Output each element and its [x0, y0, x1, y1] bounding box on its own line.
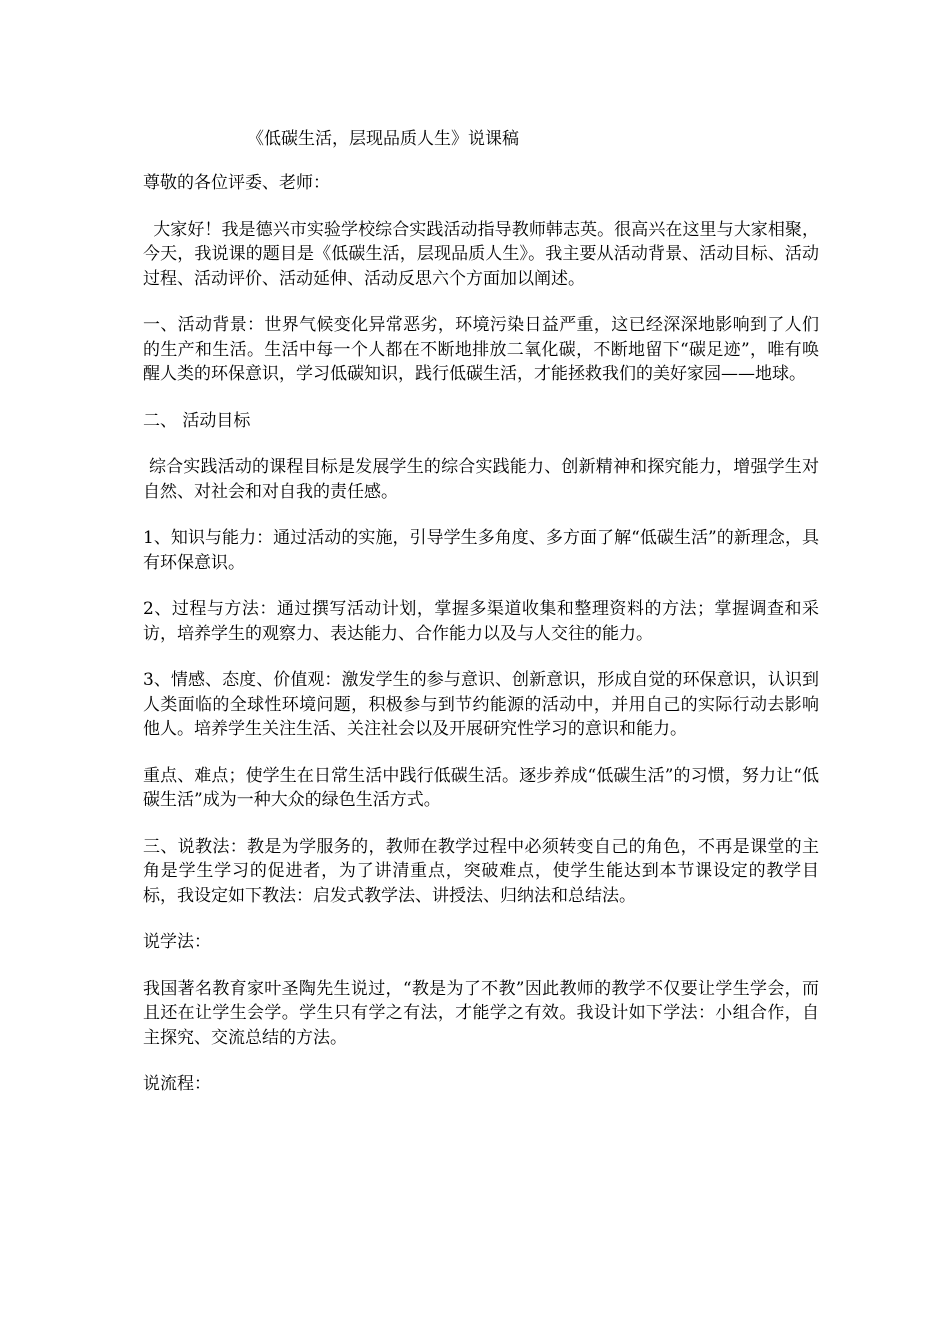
section-teaching-method: 三、说教法：教是为学服务的，教师在教学过程中必须转变自己的角色，不再是课堂的主角是学生学习的促进者，为了讲清重点，突破难点，使学生能达到本节课设定的教学目标，我设定如下教法：启发式教学法、讲授法、归纳法和总结法。 — [143, 836, 819, 906]
process-heading: 说流程： — [143, 1074, 211, 1094]
learning-method-paragraph: 我国著名教育家叶圣陶先生说过，“教是为了不教”因此教师的教学不仅要让学生学会，而且还在让学生会学。学生只有学之有法，才能学之有效。我设计如下学法：小组合作，自主探究、交流总结的方法。 — [143, 978, 819, 1048]
intro-paragraph: 大家好！我是德兴市实验学校综合实践活动指导教师韩志英。很高兴在这里与大家相聚，今天，我说课的题目是《低碳生活，层现品质人生》。我主要从活动背景、活动目标、活动过程、活动评价、活动延伸、活动反思六个方面加以阐述。 — [143, 219, 819, 289]
document-body — [143, 171, 819, 1119]
learning-method-heading: 说学法： — [143, 932, 211, 952]
section-heading-goals: 二、 活动目标 — [143, 410, 251, 431]
section-background: 一、活动背景：世界气候变化异常恶劣，环境污染日益严重，这已经深深地影响到了人们的生产和生活。生活中每一个人都在不断地排放二氧化碳，不断地留下“碳足迹”，唯有唤醒人类的环保意识，学习低碳知识，践行低碳生活，才能拯救我们的美好家园——地球。 — [143, 315, 819, 384]
document-title: 《低碳生活，层现品质人生》说课稿 — [247, 129, 519, 149]
goals-paragraph: 综合实践活动的课程目标是发展学生的综合实践能力、创新精神和探究能力，增强学生对自然、对社会和对自我的责任感。 — [143, 457, 819, 502]
goal-knowledge: 1、知识与能力：通过活动的实施，引导学生多角度、多方面了解“低碳生活”的新理念，具有环保意识。 — [143, 528, 819, 573]
key-points-paragraph: 重点、难点；使学生在日常生活中践行低碳生活。逐步养成“低碳生活”的习惯，努力让“低碳生活”成为一种大众的绿色生活方式。 — [143, 765, 819, 810]
goal-process: 2、过程与方法：通过撰写活动计划，掌握多渠道收集和整理资料的方法；掌握调查和采访，培养学生的观察力、表达能力、合作能力以及与人交往的能力。 — [143, 599, 819, 644]
goal-emotion: 3、情感、态度、价值观：激发学生的参与意识、创新意识，形成自觉的环保意识，认识到人类面临的全球性环境问题，积极参与到节约能源的活动中，并用自己的实际行动去影响他人。培养学生关注生活、关注社会以及开展研究性学习的意识和能力。 — [143, 670, 819, 739]
greeting: 尊敬的各位评委、老师： — [143, 173, 330, 193]
